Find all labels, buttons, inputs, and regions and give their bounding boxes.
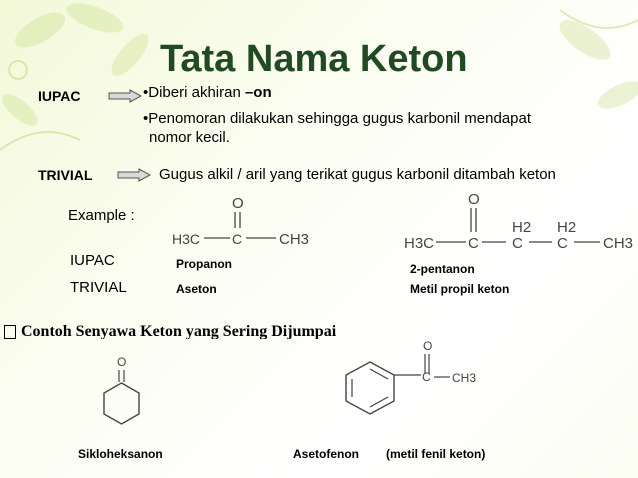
row-trivial-label: TRIVIAL bbox=[70, 279, 127, 296]
atom-o: O bbox=[117, 355, 127, 369]
compound1-name: Sikloheksanon bbox=[78, 447, 163, 461]
group-ch3: CH3 bbox=[279, 231, 310, 248]
page-title: Tata Nama Keton bbox=[160, 38, 468, 80]
atom-o: O bbox=[423, 339, 433, 353]
bullet-suffix-bold: –on bbox=[244, 84, 272, 101]
group-h2: H2 bbox=[557, 219, 577, 236]
group-h2: H2 bbox=[512, 219, 532, 236]
ex2-trivial-name: Metil propil keton bbox=[410, 282, 510, 296]
group-h3c: H3C bbox=[404, 235, 435, 252]
atom-c: C bbox=[512, 235, 523, 252]
atom-o: O bbox=[468, 191, 480, 208]
compound2-name: Asetofenon bbox=[293, 447, 359, 461]
atom-o: O bbox=[232, 195, 244, 212]
atom-c: C bbox=[232, 231, 243, 247]
group-ch3: CH3 bbox=[603, 235, 634, 252]
bullet-suffix-text: •Diberi akhiran bbox=[143, 84, 245, 101]
iupac-label: IUPAC bbox=[38, 88, 81, 104]
section-heading: Contoh Senyawa Keton yang Sering Dijumpai bbox=[21, 323, 337, 339]
sikloheksanon-structure bbox=[95, 348, 155, 432]
ex2-iupac-name: 2-pentanon bbox=[410, 262, 475, 276]
bullet-suffix bbox=[143, 84, 272, 101]
compound2-alt-name: (metil fenil keton) bbox=[386, 447, 486, 461]
trivial-label: TRIVIAL bbox=[38, 167, 93, 183]
propanon-structure bbox=[168, 192, 318, 248]
group-h3c: H3C bbox=[172, 231, 201, 247]
bullet-box-icon bbox=[4, 325, 16, 339]
example-label: Example : bbox=[68, 207, 135, 224]
trivial-description: Gugus alkil / aril yang terikat gugus karbonil ditambah keton bbox=[159, 166, 556, 183]
atom-c: C bbox=[468, 235, 479, 252]
atom-c: C bbox=[422, 370, 431, 384]
row-iupac-label: IUPAC bbox=[70, 252, 115, 269]
arrow-icon bbox=[108, 89, 142, 103]
bullet-numbering: •Penomoran dilakukan sehingga gugus karbonil mendapat bbox=[143, 110, 532, 127]
bullet-numbering-cont: nomor kecil. bbox=[149, 129, 230, 146]
group-ch3: CH3 bbox=[452, 371, 477, 385]
pentanon-structure bbox=[402, 188, 638, 254]
atom-c: C bbox=[557, 235, 568, 252]
ex1-iupac-name: Propanon bbox=[176, 257, 232, 271]
arrow-icon bbox=[117, 168, 151, 182]
ex1-trivial-name: Aseton bbox=[176, 282, 217, 296]
asetofenon-structure bbox=[338, 336, 488, 432]
